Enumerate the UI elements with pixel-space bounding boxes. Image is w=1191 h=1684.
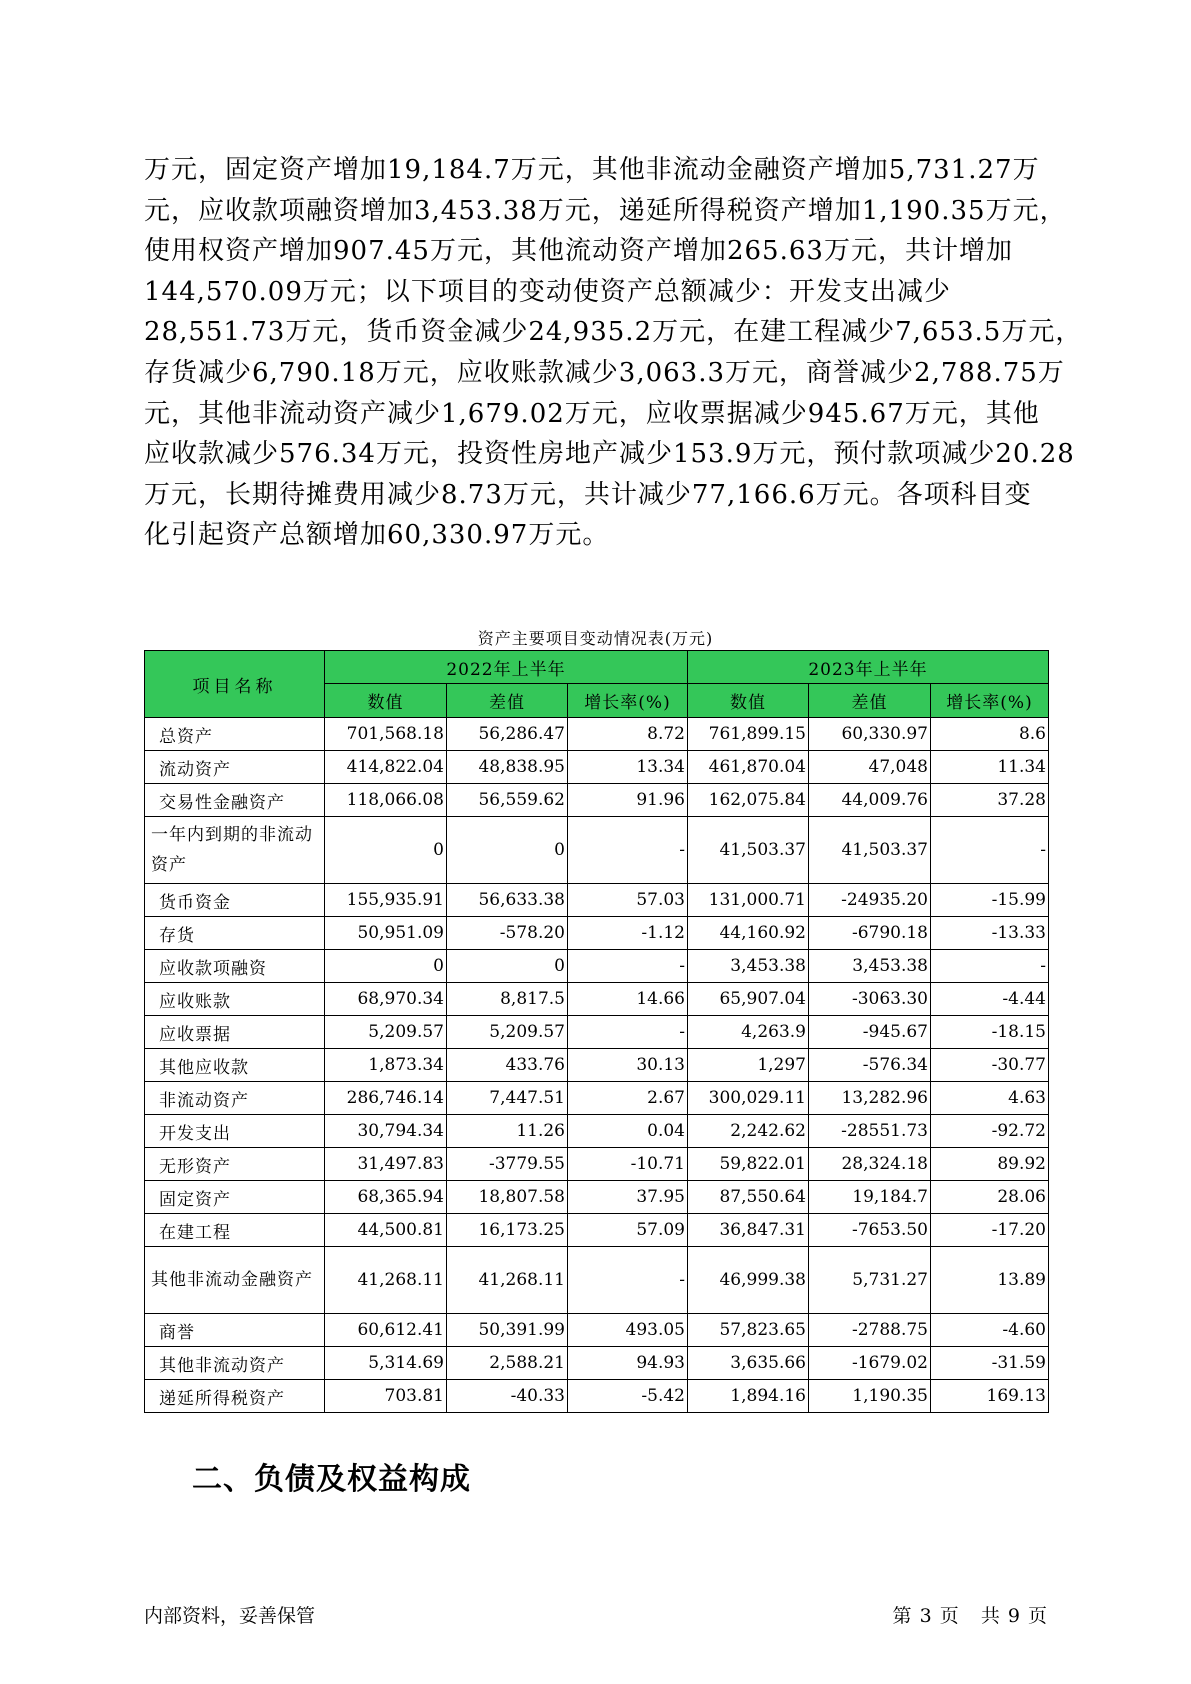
paragraph-line: 应收款减少576.34万元，投资性房地产减少153.9万元，预付款项减少20.28: [144, 439, 1075, 470]
table-row: [145, 1148, 1049, 1181]
row-item-name: 非流动资产: [145, 1082, 325, 1115]
row-value-cell: 36,847.31: [688, 1214, 809, 1247]
row-value-cell: 461,870.04: [688, 751, 809, 784]
row-value-cell: -1679.02: [809, 1347, 931, 1380]
table-row: [145, 817, 1049, 884]
row-value-cell: 94.93: [568, 1347, 688, 1380]
row-value-cell: -18.15: [931, 1016, 1049, 1049]
row-item-name: 固定资产: [145, 1181, 325, 1214]
row-value-cell: 30,794.34: [325, 1115, 447, 1148]
row-value-cell: -: [931, 950, 1049, 983]
row-value-cell: 0: [325, 950, 447, 983]
row-value-cell: 1,873.34: [325, 1049, 447, 1082]
paragraph-line: 28,551.73万元，货币资金减少24,935.2万元，在建工程减少7,653.5万元，: [144, 317, 1083, 348]
row-value-cell: 30.13: [568, 1049, 688, 1082]
row-item-name: 存货: [145, 917, 325, 950]
row-value-cell: -13.33: [931, 917, 1049, 950]
row-value-cell: -6790.18: [809, 917, 931, 950]
row-value-cell: 56,633.38: [447, 884, 568, 917]
row-value-cell: 3,453.38: [809, 950, 931, 983]
row-value-cell: -31.59: [931, 1347, 1049, 1380]
table-row: [145, 1016, 1049, 1049]
column-header: 差值: [447, 684, 568, 718]
column-header: 数值: [325, 684, 447, 718]
column-header: 差值: [809, 684, 931, 718]
row-value-cell: 701,568.18: [325, 718, 447, 751]
row-item-name: 货币资金: [145, 884, 325, 917]
row-value-cell: 4,263.9: [688, 1016, 809, 1049]
row-value-cell: -1.12: [568, 917, 688, 950]
row-value-cell: 41,268.11: [325, 1247, 447, 1314]
row-value-cell: 57,823.65: [688, 1314, 809, 1347]
row-value-cell: 0.04: [568, 1115, 688, 1148]
row-value-cell: 13.89: [931, 1247, 1049, 1314]
row-value-cell: 44,160.92: [688, 917, 809, 950]
table-row: [145, 950, 1049, 983]
row-item-name: 应收款项融资: [145, 950, 325, 983]
period-2023-header: 2023年上半年: [688, 651, 1049, 684]
table-row: [145, 1049, 1049, 1082]
row-value-cell: 8.6: [931, 718, 1049, 751]
row-value-cell: 28.06: [931, 1181, 1049, 1214]
row-item-name: 应收票据: [145, 1016, 325, 1049]
table-row: [145, 1082, 1049, 1115]
page-total: 共 9 页: [980, 1605, 1048, 1627]
table-row: [145, 784, 1049, 817]
column-header: 增长率(%): [931, 684, 1049, 718]
row-value-cell: 41,503.37: [688, 817, 809, 884]
table-row: [145, 718, 1049, 751]
row-value-cell: 5,209.57: [325, 1016, 447, 1049]
row-value-cell: 16,173.25: [447, 1214, 568, 1247]
row-value-cell: -: [568, 1016, 688, 1049]
row-value-cell: 0: [447, 950, 568, 983]
row-value-cell: 60,612.41: [325, 1314, 447, 1347]
row-value-cell: 31,497.83: [325, 1148, 447, 1181]
column-header: 增长率(%): [568, 684, 688, 718]
row-value-cell: 37.28: [931, 784, 1049, 817]
row-item-name: 其他非流动资产: [145, 1347, 325, 1380]
table-row: [145, 884, 1049, 917]
row-value-cell: 118,066.08: [325, 784, 447, 817]
row-value-cell: -92.72: [931, 1115, 1049, 1148]
row-item-name: 其他非流动金融资产: [145, 1247, 325, 1314]
column-header: 数值: [688, 684, 809, 718]
row-value-cell: 56,559.62: [447, 784, 568, 817]
paragraph-line: 万元，长期待摊费用减少8.73万元，共计减少77,166.6万元。各项科目变: [144, 479, 1032, 510]
row-value-cell: -4.44: [931, 983, 1049, 1016]
table-row: [145, 751, 1049, 784]
row-item-name: 其他应收款: [145, 1049, 325, 1082]
table-row: [145, 983, 1049, 1016]
table-row: [145, 1247, 1049, 1314]
row-value-cell: 44,500.81: [325, 1214, 447, 1247]
row-value-cell: 68,970.34: [325, 983, 447, 1016]
row-value-cell: 37.95: [568, 1181, 688, 1214]
paragraph-line: 使用权资产增加907.45万元，其他流动资产增加265.63万元，共计增加: [144, 236, 1013, 267]
row-value-cell: -5.42: [568, 1380, 688, 1413]
footer-confidential-note: 内部资料，妥善保管: [144, 1605, 316, 1627]
section-heading: 二、负债及权益构成: [192, 1462, 471, 1497]
row-item-name: 开发支出: [145, 1115, 325, 1148]
row-value-cell: 5,314.69: [325, 1347, 447, 1380]
paragraph-line: 存货减少6,790.18万元，应收账款减少3,063.3万元，商誉减少2,788.75万: [144, 357, 1065, 388]
row-value-cell: 19,184.7: [809, 1181, 931, 1214]
row-value-cell: 57.03: [568, 884, 688, 917]
row-value-cell: 50,951.09: [325, 917, 447, 950]
row-value-cell: 2,242.62: [688, 1115, 809, 1148]
row-item-name: 一年内到期的非流动资产: [145, 817, 325, 884]
row-value-cell: -: [568, 950, 688, 983]
row-value-cell: 11.34: [931, 751, 1049, 784]
row-value-cell: 65,907.04: [688, 983, 809, 1016]
row-value-cell: 7,447.51: [447, 1082, 568, 1115]
row-item-name: 在建工程: [145, 1214, 325, 1247]
row-item-name: 递延所得税资产: [145, 1380, 325, 1413]
row-value-cell: 8.72: [568, 718, 688, 751]
page-current: 第 3 页: [892, 1605, 960, 1627]
table-row: [145, 1347, 1049, 1380]
row-value-cell: -: [568, 817, 688, 884]
row-value-cell: 87,550.64: [688, 1181, 809, 1214]
row-value-cell: -10.71: [568, 1148, 688, 1181]
row-value-cell: 155,935.91: [325, 884, 447, 917]
row-value-cell: 5,209.57: [447, 1016, 568, 1049]
row-value-cell: -15.99: [931, 884, 1049, 917]
row-value-cell: 41,503.37: [809, 817, 931, 884]
row-value-cell: 91.96: [568, 784, 688, 817]
row-value-cell: 50,391.99: [447, 1314, 568, 1347]
item-name-header: 项目名称: [145, 651, 325, 718]
table-row: [145, 1314, 1049, 1347]
row-value-cell: -30.77: [931, 1049, 1049, 1082]
row-value-cell: 169.13: [931, 1380, 1049, 1413]
row-value-cell: 300,029.11: [688, 1082, 809, 1115]
row-value-cell: 14.66: [568, 983, 688, 1016]
row-value-cell: 3,453.38: [688, 950, 809, 983]
body-paragraph: [144, 150, 1083, 556]
row-value-cell: -3063.30: [809, 983, 931, 1016]
row-value-cell: 1,894.16: [688, 1380, 809, 1413]
row-value-cell: -28551.73: [809, 1115, 931, 1148]
row-value-cell: -: [568, 1247, 688, 1314]
row-item-name: 总资产: [145, 718, 325, 751]
row-value-cell: 13,282.96: [809, 1082, 931, 1115]
row-value-cell: 41,268.11: [447, 1247, 568, 1314]
paragraph-line: 144,570.09万元；以下项目的变动使资产总额减少：开发支出减少: [144, 276, 951, 307]
row-value-cell: 46,999.38: [688, 1247, 809, 1314]
row-value-cell: 162,075.84: [688, 784, 809, 817]
row-value-cell: -578.20: [447, 917, 568, 950]
row-value-cell: -4.60: [931, 1314, 1049, 1347]
table-row: [145, 1115, 1049, 1148]
row-value-cell: 0: [325, 817, 447, 884]
table-caption: 资产主要项目变动情况表(万元): [477, 629, 714, 648]
paragraph-line: 化引起资产总额增加60,330.97万元。: [144, 520, 610, 551]
row-value-cell: 131,000.71: [688, 884, 809, 917]
paragraph-line: 万元，固定资产增加19,184.7万元，其他非流动金融资产增加5,731.27万: [144, 155, 1040, 185]
row-value-cell: 2,588.21: [447, 1347, 568, 1380]
row-value-cell: 44,009.76: [809, 784, 931, 817]
row-value-cell: 60,330.97: [809, 718, 931, 751]
row-value-cell: -2788.75: [809, 1314, 931, 1347]
row-value-cell: 2.67: [568, 1082, 688, 1115]
row-value-cell: 68,365.94: [325, 1181, 447, 1214]
row-value-cell: -3779.55: [447, 1148, 568, 1181]
table-row: [145, 1380, 1049, 1413]
row-value-cell: -576.34: [809, 1049, 931, 1082]
row-value-cell: -40.33: [447, 1380, 568, 1413]
table-row: [145, 1181, 1049, 1214]
paragraph-line: 元，其他非流动资产减少1,679.02万元，应收票据减少945.67万元，其他: [144, 398, 1040, 429]
row-value-cell: 28,324.18: [809, 1148, 931, 1181]
row-value-cell: 1,190.35: [809, 1380, 931, 1413]
row-item-name: 交易性金融资产: [145, 784, 325, 817]
row-value-cell: 47,048: [809, 751, 931, 784]
table-row: [145, 1214, 1049, 1247]
row-value-cell: 48,838.95: [447, 751, 568, 784]
row-value-cell: 8,817.5: [447, 983, 568, 1016]
row-value-cell: 18,807.58: [447, 1181, 568, 1214]
row-item-name: 流动资产: [145, 751, 325, 784]
page-number: [893, 1601, 1048, 1628]
row-value-cell: -945.67: [809, 1016, 931, 1049]
row-item-name: 应收账款: [145, 983, 325, 1016]
row-item-name: 商誉: [145, 1314, 325, 1347]
table-row: [145, 917, 1049, 950]
paragraph-line: 元，应收款项融资增加3,453.38万元，递延所得税资产增加1,190.35万元，: [144, 195, 1067, 226]
row-value-cell: 56,286.47: [447, 718, 568, 751]
row-value-cell: -: [931, 817, 1049, 884]
row-value-cell: -7653.50: [809, 1214, 931, 1247]
asset-change-table: [144, 650, 1049, 1413]
row-value-cell: 89.92: [931, 1148, 1049, 1181]
row-value-cell: 0: [447, 817, 568, 884]
row-value-cell: 433.76: [447, 1049, 568, 1082]
row-value-cell: -24935.20: [809, 884, 931, 917]
row-value-cell: 11.26: [447, 1115, 568, 1148]
row-value-cell: 286,746.14: [325, 1082, 447, 1115]
row-value-cell: 4.63: [931, 1082, 1049, 1115]
row-value-cell: 761,899.15: [688, 718, 809, 751]
row-value-cell: 414,822.04: [325, 751, 447, 784]
row-value-cell: 59,822.01: [688, 1148, 809, 1181]
row-value-cell: 13.34: [568, 751, 688, 784]
row-item-name: 无形资产: [145, 1148, 325, 1181]
row-value-cell: -17.20: [931, 1214, 1049, 1247]
period-2022-header: 2022年上半年: [325, 651, 688, 684]
row-value-cell: 3,635.66: [688, 1347, 809, 1380]
table-body: [145, 718, 1049, 1413]
row-value-cell: 5,731.27: [809, 1247, 931, 1314]
row-value-cell: 703.81: [325, 1380, 447, 1413]
row-value-cell: 57.09: [568, 1214, 688, 1247]
row-value-cell: 1,297: [688, 1049, 809, 1082]
row-value-cell: 493.05: [568, 1314, 688, 1347]
